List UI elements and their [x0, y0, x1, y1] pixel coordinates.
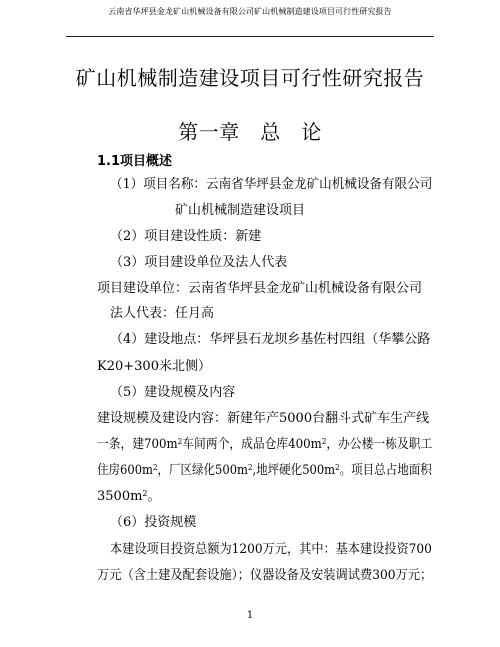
body-line: 本建设项目投资总额为1200万元，其中：基本建设投资700 [110, 542, 432, 557]
body-line: 项目建设单位：云南省华坪县金龙矿山机械设备有限公司 [97, 281, 423, 296]
chapter-title: 第一章 总 论 [178, 120, 322, 144]
body-line: 一条，建$700m^2$车间两个，成品仓库$400m^2$，办公楼一栋及职工 [97, 437, 433, 452]
body-line: （2）项目建设性质：新建 [110, 229, 262, 244]
body-line: （5）建设规模及内容 [110, 385, 236, 400]
header-rule [66, 36, 434, 37]
body-line: 住房$600m^2$，厂区绿化$500m^2$,地坪硬化$500m^2$。项目总占地面积 [97, 463, 432, 478]
body-line: 法人代表：任月高 [110, 306, 215, 321]
page-number: 1 [246, 610, 254, 621]
body-line: （4）建设地点：华坪县石龙坝乡基佐村四组（华攀公路 [110, 332, 431, 347]
section-title: 1.1项目概述 [97, 154, 173, 169]
document-title: 矿山机械制造建设项目可行性研究报告 [75, 66, 425, 90]
body-line: （6）投资规模 [110, 515, 197, 530]
body-line: 万元（含土建及配套设施）；仪器设备及安装调试费300万元； [97, 568, 433, 583]
running-header: 云南省华坪县金龙矿山机械设备有限公司矿山机械制造建设项目可行性研究报告 [108, 7, 392, 16]
body-line: 矿山机械制造建设项目 [175, 203, 306, 218]
body-line: K20+300米北侧） [97, 359, 211, 374]
body-line: 建设规模及建设内容：新建年产5000台翻斗式矿车生产线 [97, 411, 430, 426]
body-line: $3500m^2$。 [97, 489, 161, 504]
body-line: （1）项目名称：云南省华坪县金龙矿山机械设备有限公司 [110, 177, 433, 192]
body-line: （3）项目建设单位及法人代表 [110, 255, 288, 270]
